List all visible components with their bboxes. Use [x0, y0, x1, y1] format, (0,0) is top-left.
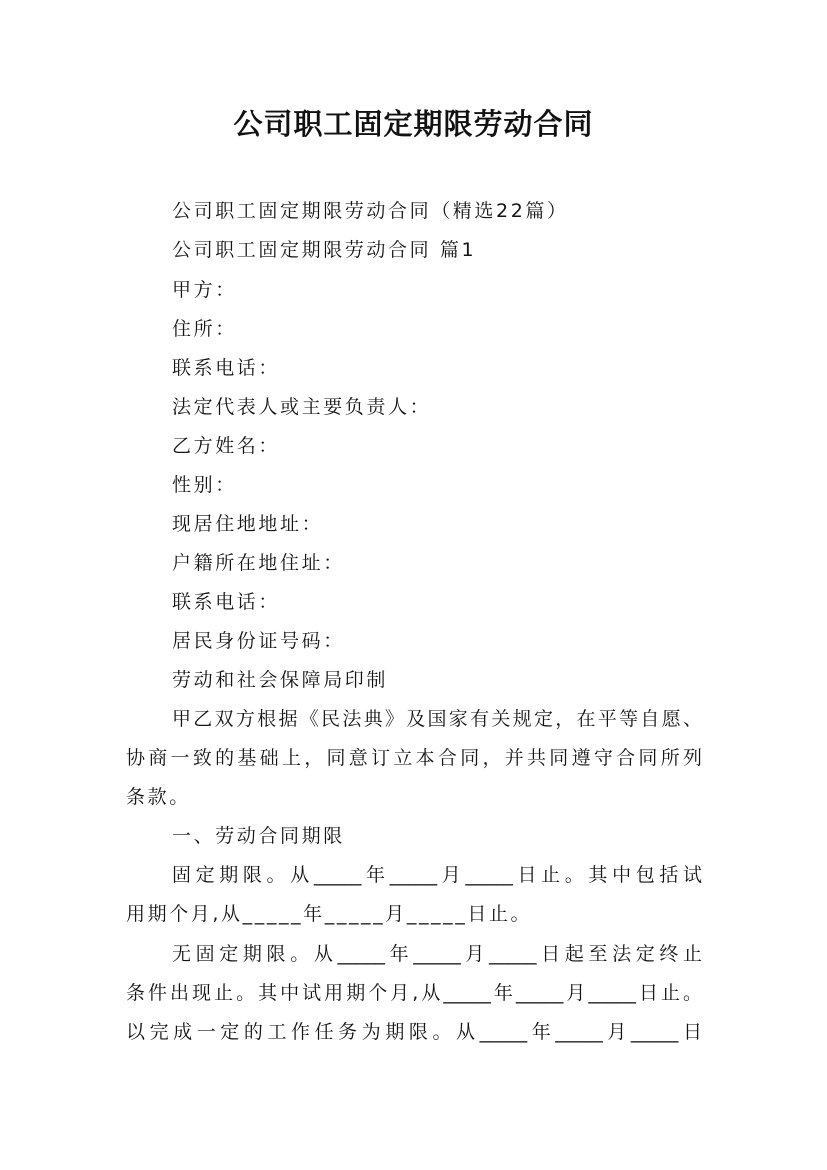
paragraph-line: 以完成一定的工作任务为期限。从_____年_____月_____日	[126, 1021, 702, 1043]
current-address-label: 现居住地地址：	[172, 513, 324, 535]
address-label: 住所：	[172, 318, 237, 340]
legal-rep-label: 法定代表人或主要负责人：	[172, 396, 432, 418]
household-address-label: 户籍所在地住址：	[172, 552, 345, 574]
printer-note: 劳动和社会保障局印制	[172, 669, 389, 691]
paragraph-line: 无固定期限。从_____年_____月_____日起至法定终止	[172, 943, 702, 965]
section-heading-term: 一、劳动合同期限	[172, 825, 345, 847]
paragraph-line: 甲乙双方根据《民法典》及国家有关规定，在平等自愿、	[172, 708, 702, 730]
paragraph-line: 协商一致的基础上，同意订立本合同，并共同遵守合同所列	[126, 747, 702, 769]
section-heading-1: 公司职工固定期限劳动合同 篇1	[172, 239, 477, 261]
paragraph-line: 条款。	[126, 786, 191, 808]
paragraph-line: 用期个月,从_____年_____月_____日止。	[126, 903, 533, 925]
id-number-label: 居民身份证号码：	[172, 630, 345, 652]
paragraph-line: 固定期限。从_____年_____月_____日止。其中包括试	[172, 864, 702, 886]
phone-label-b: 联系电话：	[172, 591, 281, 613]
subtitle-line: 公司职工固定期限劳动合同（精选22篇）	[172, 200, 569, 222]
paragraph-line: 条件出现止。其中试用期个月,从_____年_____月_____日止。	[126, 982, 702, 1004]
party-a-label: 甲方：	[172, 279, 237, 301]
document-title: 公司职工固定期限劳动合同	[233, 107, 594, 141]
phone-label-a: 联系电话：	[172, 357, 281, 379]
gender-label: 性别：	[172, 474, 237, 496]
party-b-name-label: 乙方姓名：	[172, 435, 281, 457]
